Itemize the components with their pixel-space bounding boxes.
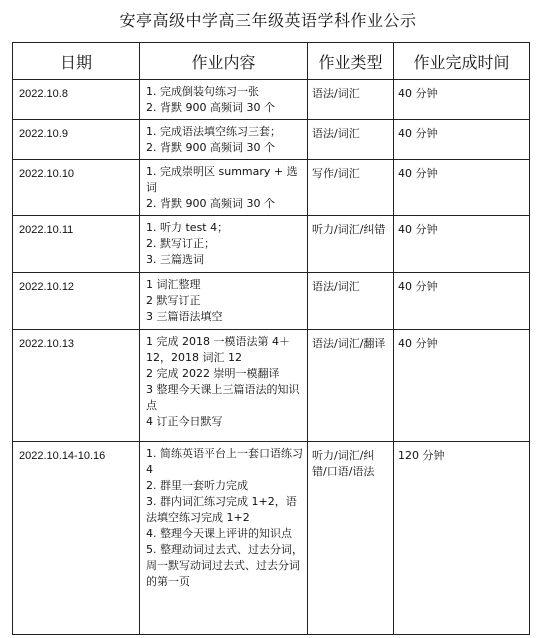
table-row [13,120,530,160]
list-item: 5. 整理动词过去式、过去分词，周一默写动词过去式、过去分词的第一页 [146,543,303,588]
list-item: 2. 背默 900 高频词 30 个 [146,101,275,114]
list-item: 3 三篇语法填空 [146,310,223,323]
table-row [13,160,530,216]
time-cell: 40 分钟 [394,330,530,442]
date-cell: 2022.10.8 [13,80,140,120]
type-cell: 语法/词汇 [308,273,394,330]
table-row [13,216,530,273]
table-row [13,330,530,442]
list-item: 1 词汇整理 [146,278,201,291]
page-title: 安亭高级中学高三年级英语学科作业公示 [119,11,417,30]
list-item: 4. 整理今天课上评讲的知识点 [146,527,292,540]
time-cell: 120 分钟 [394,442,530,635]
time-cell: 40 分钟 [394,80,530,120]
list-item: 1. 简练英语平台上一套口语练习 4 [146,447,303,476]
list-item: 2 默写订正 [146,294,201,307]
type-cell: 语法/词汇/翻译 [308,330,394,442]
date-cell: 2022.10.12 [13,273,140,330]
time-cell: 40 分钟 [394,273,530,330]
time-cell: 40 分钟 [394,120,530,160]
header-date: 日期 [13,43,140,80]
content-cell [140,216,308,273]
table-row [13,273,530,330]
list-item: 2. 背默 900 高频词 30 个 [146,141,275,154]
list-item: 3. 三篇选词 [146,253,204,266]
list-item: 2. 默写订正； [146,237,215,250]
time-cell: 40 分钟 [394,216,530,273]
list-item: 1. 完成崇明区 summary + 选词 [146,165,298,194]
type-cell: 语法/词汇 [308,80,394,120]
header-time: 作业完成时间 [394,43,530,80]
content-cell [140,273,308,330]
list-item: 2 完成 2022 崇明一模翻译 [146,367,280,380]
type-cell: 语法/词汇 [308,120,394,160]
content-cell [140,330,308,442]
list-item: 2. 背默 900 高频词 30 个 [146,197,275,210]
table-row [13,442,530,635]
date-cell: 2022.10.10 [13,160,140,216]
header-type: 作业类型 [308,43,394,80]
list-item: 1. 完成语法填空练习三套； [146,125,281,138]
list-item: 3. 群内词汇练习完成 1+2，语法填空练习完成 1+2 [146,495,297,524]
list-item: 3 整理今天课上三篇语法的知识点 [146,383,300,412]
list-item: 1. 完成倒装句练习一张 [146,85,259,98]
list-item: 2. 群里一套听力完成 [146,479,248,492]
content-cell [140,80,308,120]
content-cell [140,160,308,216]
time-cell: 40 分钟 [394,160,530,216]
date-cell: 2022.10.9 [13,120,140,160]
table-row [13,80,530,120]
header-content: 作业内容 [140,43,308,80]
list-item: 4 订正今日默写 [146,415,223,428]
type-cell: 写作/词汇 [308,160,394,216]
header-row [13,43,530,80]
homework-table [12,42,530,635]
content-cell [140,442,308,635]
list-item: 1 完成 2018 一模语法第 4＋12，2018 词汇 12 [146,335,290,364]
list-item: 1. 听力 test 4； [146,221,229,234]
date-cell: 2022.10.11 [13,216,140,273]
content-cell [140,120,308,160]
type-cell: 听力/词汇/纠错/口语/语法 [308,442,394,635]
date-cell: 2022.10.13 [13,330,140,442]
date-cell: 2022.10.14-10.16 [13,442,140,635]
type-cell: 听力/词汇/纠错 [308,216,394,273]
